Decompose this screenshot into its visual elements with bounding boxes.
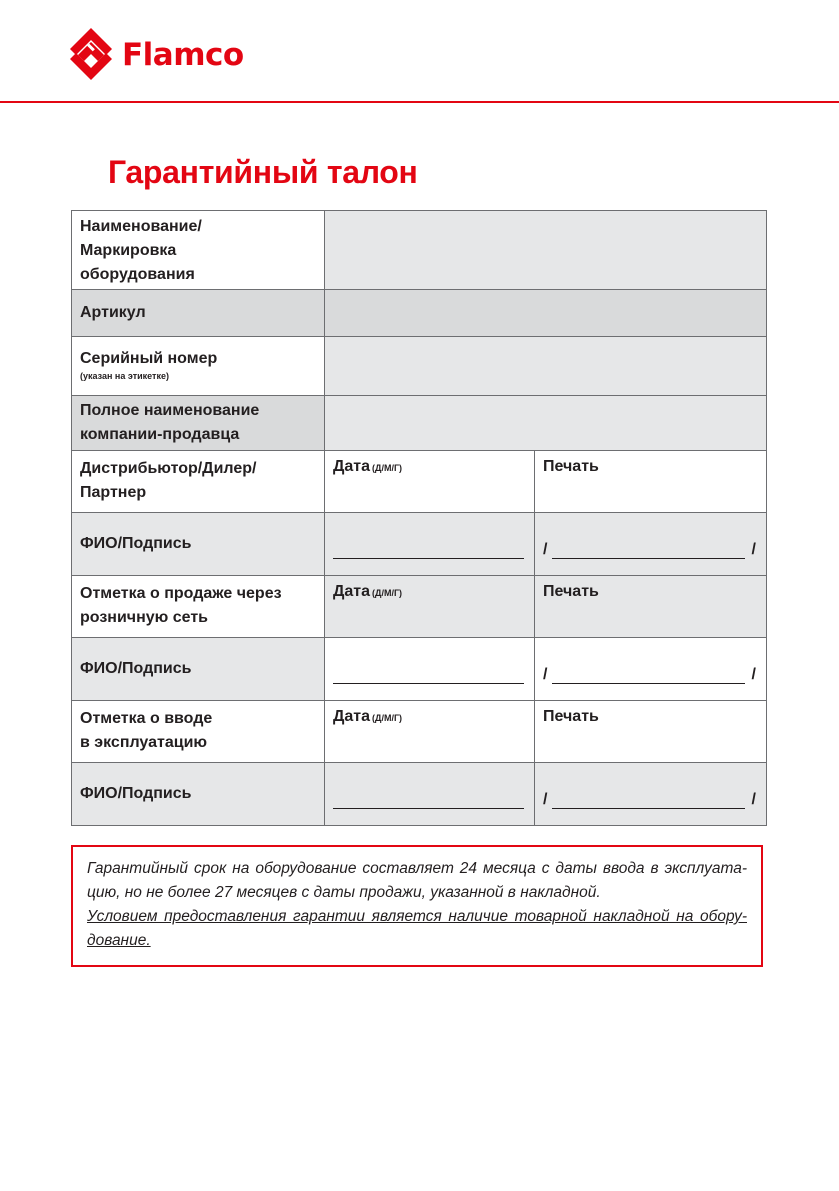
label-fio-1: [72, 513, 325, 576]
field-serial[interactable]: [325, 337, 767, 396]
stamp-label: Печать: [543, 458, 599, 475]
label-retail-text: Отметка о продаже через розничную сеть: [80, 585, 282, 626]
date-format-hint: (Д/М/Г): [372, 713, 403, 723]
label-fio-2: [72, 638, 325, 701]
label-distributor: [72, 451, 325, 513]
label-fio-2-text: ФИО/Подпись: [80, 660, 192, 677]
label-seller: [72, 396, 325, 451]
label-distributor-text: Дистрибьютор/Дилер/ Партнер: [80, 460, 257, 501]
page-title: Гарантийный талон: [108, 154, 418, 190]
signature-blank-line: [552, 683, 745, 684]
field-fio-2-signature[interactable]: [535, 638, 767, 701]
row-distributor: [72, 451, 767, 513]
slash-left: /: [543, 791, 548, 808]
row-commission: [72, 701, 767, 763]
label-equipment-name-text: Наименование/ Маркировка оборудования: [80, 218, 202, 283]
warranty-notice-box: [71, 845, 763, 967]
slash-left: /: [543, 541, 548, 558]
field-commission-date[interactable]: [325, 701, 535, 763]
field-fio-3-name[interactable]: [325, 763, 535, 826]
warranty-condition-text: Условием предоставления гарантии является наличие товарной накладной на обору-дование.: [87, 908, 747, 949]
label-serial-note: (указан на этикетке): [80, 371, 169, 381]
field-seller[interactable]: [325, 396, 767, 451]
label-article-text: Артикул: [80, 304, 146, 321]
field-fio-3-signature[interactable]: [535, 763, 767, 826]
page-header: [0, 0, 839, 104]
stamp-label: Печать: [543, 708, 599, 725]
field-commission-stamp[interactable]: [535, 701, 767, 763]
slash-right: /: [751, 541, 756, 558]
field-fio-1-signature[interactable]: [535, 513, 767, 576]
date-label: Дата: [333, 458, 371, 475]
row-serial: [72, 337, 767, 396]
label-serial-text: Серийный номер: [80, 350, 218, 367]
field-retail-date[interactable]: [325, 576, 535, 638]
row-seller: [72, 396, 767, 451]
field-distributor-stamp[interactable]: [535, 451, 767, 513]
signature-blank-line: [552, 808, 745, 809]
header-divider: [0, 101, 839, 103]
warranty-form-table: [71, 210, 767, 826]
name-blank-line: [333, 683, 524, 684]
field-fio-2-name[interactable]: [325, 638, 535, 701]
date-format-hint: (Д/М/Г): [372, 588, 403, 598]
label-commission-text: Отметка о вводе в эксплуатацию: [80, 710, 213, 751]
signature-blank: [543, 663, 756, 687]
flamco-logo-icon: [70, 28, 112, 80]
signature-blank-line: [552, 558, 745, 559]
row-article: [72, 290, 767, 337]
field-equipment-name[interactable]: [325, 211, 767, 290]
date-label: Дата: [333, 708, 371, 725]
label-fio-3: [72, 763, 325, 826]
slash-left: /: [543, 666, 548, 683]
date-format-hint: (Д/М/Г): [372, 463, 403, 473]
brand-name: Flamco: [122, 37, 244, 73]
row-fio-2: [72, 638, 767, 701]
field-fio-1-name[interactable]: [325, 513, 535, 576]
label-seller-text: Полное наименование компании-продавца: [80, 402, 260, 443]
slash-right: /: [751, 791, 756, 808]
warranty-period-text: Гарантийный срок на оборудование составляет 24 месяца с даты ввода в эксплуата-цию, но не более 27 месяцев с даты продажи, указанной в накладной.: [87, 860, 747, 901]
label-fio-1-text: ФИО/Подпись: [80, 535, 192, 552]
row-fio-3: [72, 763, 767, 826]
label-article: [72, 290, 325, 337]
row-fio-1: [72, 513, 767, 576]
name-blank-line: [333, 558, 524, 559]
label-retail: [72, 576, 325, 638]
label-serial: [72, 337, 325, 396]
field-retail-stamp[interactable]: [535, 576, 767, 638]
label-equipment-name: [72, 211, 325, 290]
date-label: Дата: [333, 583, 371, 600]
slash-right: /: [751, 666, 756, 683]
stamp-label: Печать: [543, 583, 599, 600]
row-retail: [72, 576, 767, 638]
label-fio-3-text: ФИО/Подпись: [80, 785, 192, 802]
signature-blank: [543, 788, 756, 812]
field-distributor-date[interactable]: [325, 451, 535, 513]
row-equipment-name: [72, 211, 767, 290]
name-blank-line: [333, 808, 524, 809]
label-commission: [72, 701, 325, 763]
field-article[interactable]: [325, 290, 767, 337]
signature-blank: [543, 538, 756, 562]
